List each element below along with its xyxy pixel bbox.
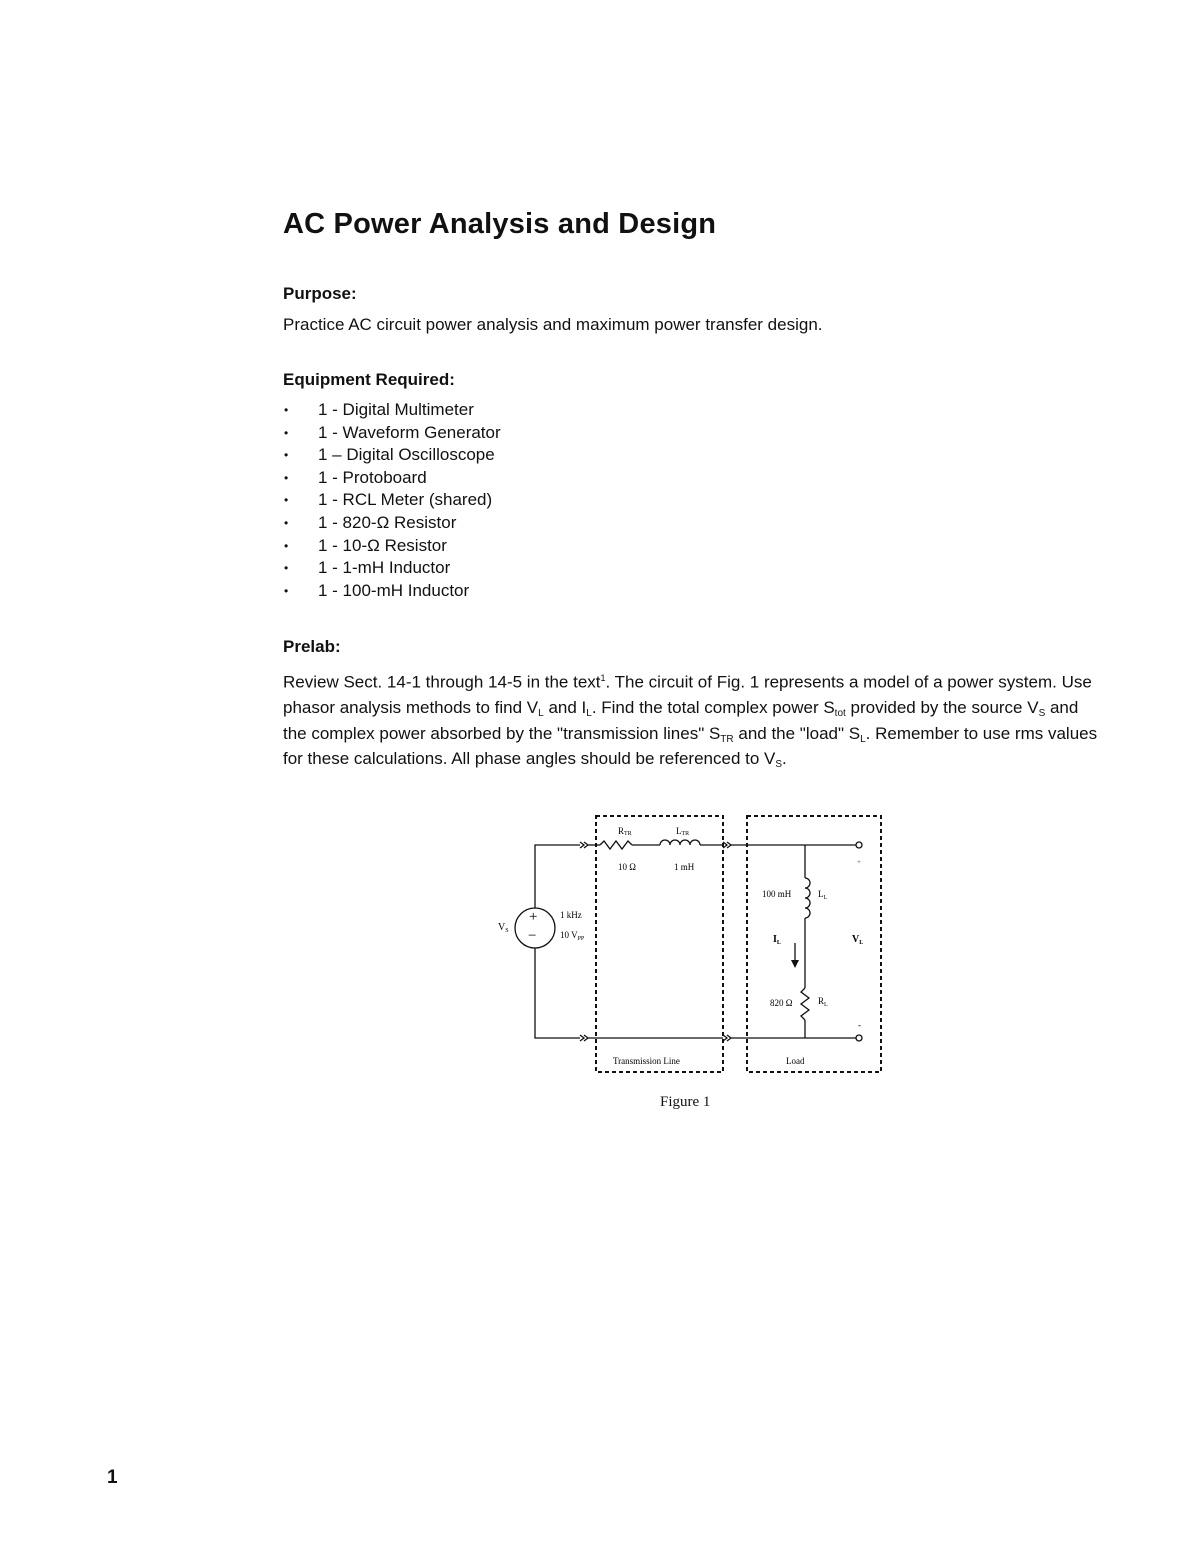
circuit-diagram (480, 808, 900, 1088)
footnote-mark: 1 (600, 673, 606, 683)
bullet-icon: • (284, 470, 289, 485)
source-amplitude: 10 $V_{PP}$ (560, 930, 585, 942)
voltage-label: $V_L$ (852, 934, 864, 946)
equipment-item: • 1 - Protoboard (283, 467, 501, 490)
r-tr-label: RTR (618, 826, 632, 837)
page-title: AC Power Analysis and Design (283, 208, 717, 240)
transmission-line-box (596, 816, 723, 1072)
resistor-tr-icon (600, 841, 632, 849)
equipment-item: • 1 - 100-mH Inductor (283, 580, 501, 603)
resistor-load-icon (801, 988, 809, 1020)
connector-icon (723, 842, 731, 848)
r-load-label: $R_L$ (818, 996, 828, 1008)
equipment-item: • 1 - 820-Ω Resistor (283, 512, 501, 535)
bullet-icon: • (284, 448, 289, 463)
prelab-text: Review Sect. 14-1 through 14-5 in the text$^1$. The circuit of Fig. 1 represents a model of a power system. Use phasor analysis methods to find $V_L$ and $I_L$. Find the total complex power $S_{tot}$ provided by the source $V_S$ and the complex power absorbed by the "transmission lines" $S_{TR}$ and the "load" $S_L$. Remember to use rms values for these calculations. All phase angles should be referenced to $V_S$. (283, 672, 1098, 771)
current-arrowhead-icon (791, 960, 799, 968)
source-minus-label: − (528, 928, 537, 944)
r-tr-value: 10 Ω (618, 862, 636, 872)
source-frequency: 1 kHz (560, 910, 582, 920)
equipment-item: • 1 - Waveform Generator (283, 422, 501, 445)
equipment-item: • 1 – Digital Oscilloscope (283, 444, 501, 467)
equipment-item: • 1 - 1-mH Inductor (283, 557, 501, 580)
connector-icon (580, 1035, 588, 1041)
source-bottom-wire (535, 948, 580, 1038)
current-label: $I_L$ (773, 934, 781, 946)
bullet-icon: • (284, 538, 289, 553)
l-tr-label: LTR (676, 826, 690, 837)
equipment-item: • 1 - Digital Multimeter (283, 399, 501, 422)
source-label: $V_S$ (498, 922, 509, 934)
l-load-label: $L_L$ (818, 889, 828, 901)
inductor-load-icon (805, 878, 810, 918)
bullet-icon: • (284, 493, 289, 508)
inductor-tr-icon (660, 840, 700, 845)
prelab-heading: Prelab: (283, 637, 341, 656)
terminal-bottom-icon (856, 1035, 862, 1041)
figure-caption: Figure 1 (660, 1094, 711, 1110)
terminal-plus-label: + (857, 858, 861, 866)
l-tr-value: 1 mH (674, 862, 695, 872)
connector-icon (723, 1035, 731, 1041)
l-load-value: 100 mH (762, 889, 792, 899)
terminal-top-icon (856, 842, 862, 848)
bullet-icon: • (284, 583, 289, 598)
terminal-minus-label: - (858, 1020, 861, 1030)
equipment-list (283, 399, 501, 602)
transmission-line-caption: Transmission Line (613, 1056, 680, 1066)
equipment-item: • 1 - 10-Ω Resistor (283, 535, 501, 558)
equipment-heading: Equipment Required: (283, 370, 455, 389)
bullet-icon: • (284, 425, 289, 440)
page-number: 1 (107, 1467, 118, 1488)
equipment-item: • 1 - RCL Meter (shared) (283, 489, 501, 512)
source-top-wire (535, 845, 580, 908)
bullet-icon: • (284, 515, 289, 530)
purpose-text: Practice AC circuit power analysis and maximum power transfer design. (283, 315, 823, 334)
r-load-value: 820 Ω (770, 998, 793, 1008)
purpose-heading: Purpose: (283, 284, 357, 303)
connector-icon (580, 842, 588, 848)
bullet-icon: • (284, 403, 289, 417)
bullet-icon: • (284, 561, 289, 576)
load-caption: Load (786, 1056, 805, 1066)
source-plus-label: + (529, 909, 538, 925)
